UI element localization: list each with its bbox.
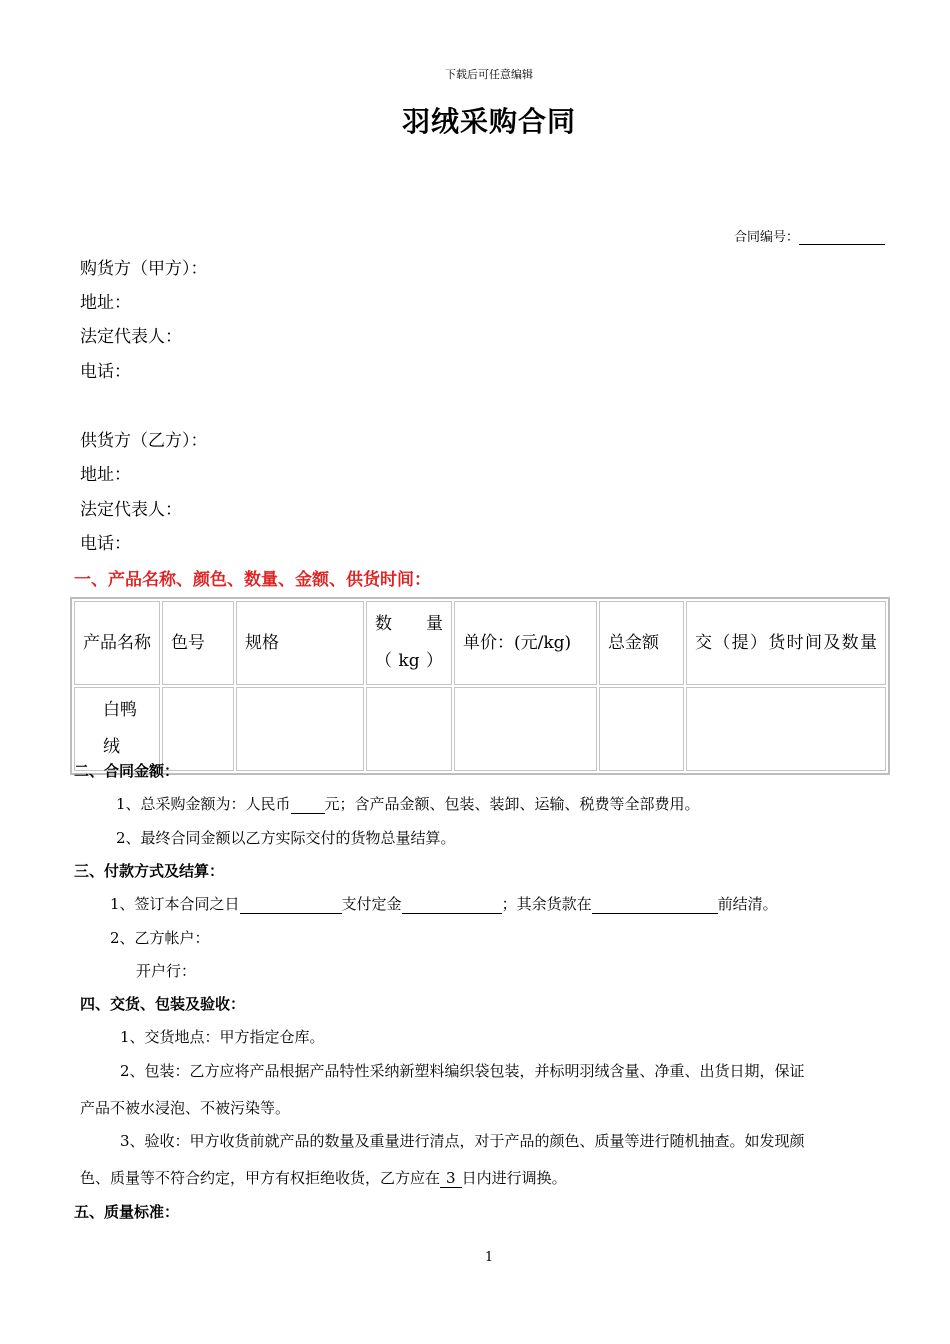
section-4-item-3-line-2 [80,1167,567,1188]
cell-color-code[interactable] [162,687,234,771]
header-quantity: 数 量（kg） [366,601,452,685]
buyer-phone: 电话： [80,362,131,382]
cell-spec[interactable] [236,687,364,771]
header-color-code: 色号 [162,601,234,685]
exchange-days[interactable]: 3 [440,1169,462,1188]
section-5-title: 五、质量标准： [74,1203,180,1221]
cell-product-name: 白鸭绒 [74,687,160,771]
cell-unit-price[interactable] [454,687,597,771]
goods-table [70,597,890,775]
header-product-name: 产品名称 [74,601,160,685]
section-2-item-1 [116,793,700,814]
sign-date-blank[interactable] [240,898,342,914]
total-amount-note: 元；含产品金额、包装、装卸、运输、税费等全部费用。 [324,795,700,813]
section-3-title: 三、付款方式及结算： [74,862,225,880]
exchange-text: 色、质量等不符合约定，甲方有权拒绝收货，乙方应在 [80,1169,441,1187]
buyer-party: 购货方（甲方）： [80,259,208,279]
contract-number [734,226,885,245]
contract-number-blank[interactable] [799,232,885,245]
buyer-representative: 法定代表人： [80,327,182,347]
section-4-item-1: 1、交货地点：甲方指定仓库。 [120,1028,325,1046]
section-2-title: 二、合同金额： [74,762,180,780]
settle-text: 前结清。 [717,895,778,913]
section-4-item-3-line-1: 3、验收：甲方收货前就产品的数量及重量进行清点，对于产品的颜色、质量等进行随机抽查。如发现颜 [120,1132,805,1150]
header-note: 下载后可任意编辑 [445,68,533,81]
header-total-amount: 总金额 [599,601,684,685]
header-unit-price: 单价：(元/kg) [454,601,597,685]
table-header-row [74,601,886,685]
cell-quantity[interactable] [366,687,452,771]
balance-text: ；其余货款在 [501,895,592,913]
sign-date-text: 1、签订本合同之日 [110,895,240,913]
section-3-bank: 开户行： [136,962,197,980]
section-2-item-2: 2、最终合同金额以乙方实际交付的货物总量结算。 [116,829,456,847]
seller-representative: 法定代表人： [80,500,182,520]
seller-party: 供货方（乙方）： [80,431,208,451]
cell-delivery-time[interactable] [686,687,886,771]
contract-number-label: 合同编号： [734,230,800,245]
section-4-item-2-line-1: 2、包装：乙方应将产品根据产品特性采纳新塑料编织袋包装，并标明羽绒含量、净重、出货日期，保证 [120,1062,805,1080]
header-delivery-time: 交（提）货时间及数量 [686,601,886,685]
section-3-item-1 [110,893,778,914]
seller-address: 地址： [80,465,131,485]
total-amount-text: 1、总采购金额为：人民币 [116,795,291,813]
section-4-item-2-line-2: 产品不被水浸泡、不被污染等。 [80,1099,291,1117]
page-number: 1 [484,1250,494,1265]
document-title: 羽绒采购合同 [401,105,576,138]
total-amount-blank[interactable] [291,798,325,814]
deposit-text: 支付定金 [341,895,402,913]
cell-total-amount[interactable] [599,687,684,771]
section-4-title: 四、交货、包装及验收： [80,995,246,1013]
exchange-note: 日内进行调换。 [461,1169,567,1187]
deposit-blank[interactable] [402,898,502,914]
section-1-title: 一、产品名称、颜色、数量、金额、供货时间： [74,570,431,590]
balance-date-blank[interactable] [592,898,718,914]
buyer-address: 地址： [80,293,131,313]
section-3-item-2: 2、乙方帐户： [110,929,210,947]
seller-phone: 电话： [80,534,131,554]
header-spec: 规格 [236,601,364,685]
table-row [74,687,886,771]
